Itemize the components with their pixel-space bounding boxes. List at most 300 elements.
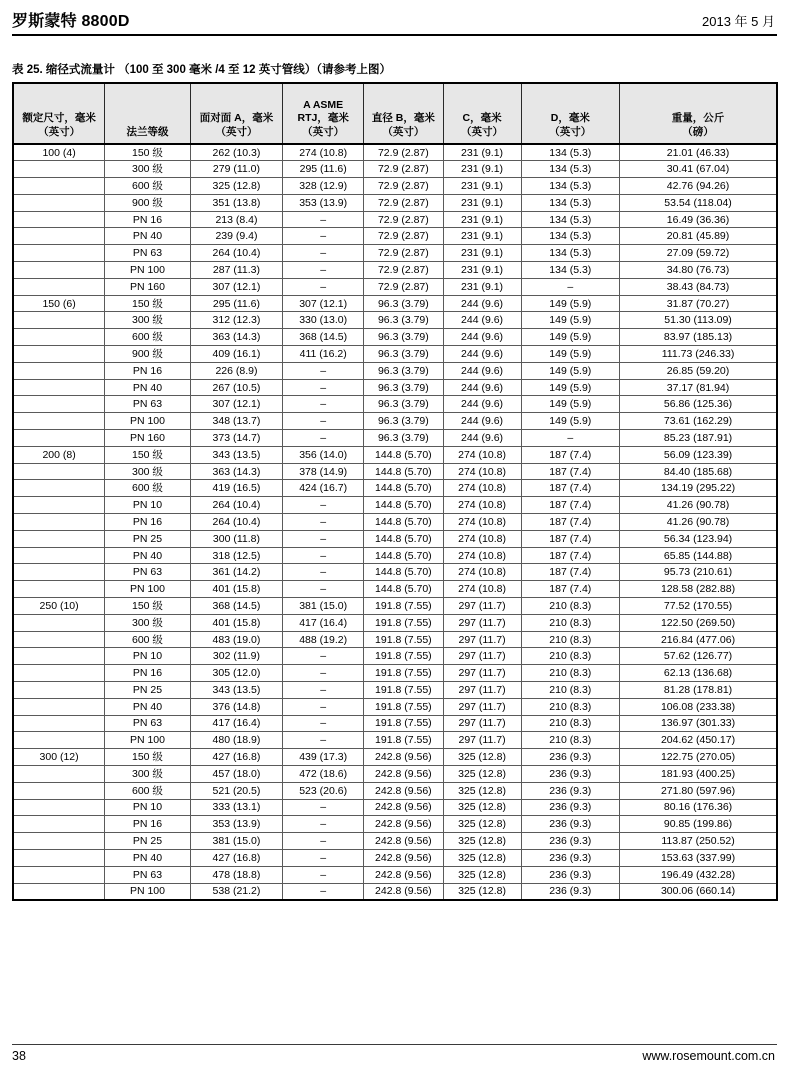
data-cell: 381 (15.0) (283, 598, 364, 615)
size-cell (13, 161, 105, 178)
data-cell: 325 (12.8) (443, 866, 521, 883)
data-cell: 318 (12.5) (190, 547, 282, 564)
data-cell: 134 (5.3) (521, 228, 620, 245)
data-cell: 77.52 (170.55) (620, 598, 777, 615)
data-cell: 307 (12.1) (190, 278, 282, 295)
data-cell: 85.23 (187.91) (620, 430, 777, 447)
data-cell: – (283, 849, 364, 866)
table-row (13, 749, 777, 766)
table-row (13, 732, 777, 749)
data-cell: 72.9 (2.87) (364, 194, 443, 211)
table-row (13, 799, 777, 816)
size-cell (13, 547, 105, 564)
data-cell: 381 (15.0) (190, 833, 282, 850)
data-cell: 84.40 (185.68) (620, 463, 777, 480)
data-cell: 144.8 (5.70) (364, 547, 443, 564)
table-row (13, 312, 777, 329)
data-cell: 419 (16.5) (190, 480, 282, 497)
data-cell: 600 级 (105, 782, 191, 799)
data-cell: 210 (8.3) (521, 698, 620, 715)
data-cell: 401 (15.8) (190, 581, 282, 598)
data-cell: 236 (9.3) (521, 816, 620, 833)
data-cell: 134 (5.3) (521, 245, 620, 262)
table-row (13, 530, 777, 547)
data-cell: 187 (7.4) (521, 480, 620, 497)
data-cell: 239 (9.4) (190, 228, 282, 245)
page-number: 38 (12, 1049, 26, 1063)
data-cell: 343 (13.5) (190, 446, 282, 463)
data-cell: 187 (7.4) (521, 446, 620, 463)
data-cell: PN 16 (105, 362, 191, 379)
data-cell: 210 (8.3) (521, 631, 620, 648)
data-cell: – (283, 648, 364, 665)
data-cell: 96.3 (3.79) (364, 430, 443, 447)
data-cell: PN 63 (105, 396, 191, 413)
data-cell: 312 (12.3) (190, 312, 282, 329)
data-cell: 95.73 (210.61) (620, 564, 777, 581)
data-cell: 231 (9.1) (443, 228, 521, 245)
data-cell: PN 16 (105, 816, 191, 833)
data-cell: 210 (8.3) (521, 648, 620, 665)
table-row (13, 144, 777, 161)
size-cell (13, 178, 105, 195)
data-cell: 351 (13.8) (190, 194, 282, 211)
size-cell (13, 396, 105, 413)
data-cell: 300 级 (105, 463, 191, 480)
flowmeter-dimensions-table (12, 82, 778, 901)
data-cell: 134 (5.3) (521, 161, 620, 178)
data-cell: PN 25 (105, 682, 191, 699)
data-cell: 210 (8.3) (521, 665, 620, 682)
data-cell: – (283, 362, 364, 379)
data-cell: 96.3 (3.79) (364, 379, 443, 396)
footer-divider (12, 1044, 777, 1045)
data-cell: 236 (9.3) (521, 782, 620, 799)
data-cell: 213 (8.4) (190, 211, 282, 228)
data-cell: 149 (5.9) (521, 362, 620, 379)
data-cell: 236 (9.3) (521, 849, 620, 866)
size-cell (13, 530, 105, 547)
data-cell: 72.9 (2.87) (364, 178, 443, 195)
data-cell: 242.8 (9.56) (364, 765, 443, 782)
data-cell: 427 (16.8) (190, 749, 282, 766)
data-cell: 279 (11.0) (190, 161, 282, 178)
data-cell: 295 (11.6) (190, 295, 282, 312)
data-cell: 297 (11.7) (443, 614, 521, 631)
data-cell: 96.3 (3.79) (364, 413, 443, 430)
data-cell: 191.8 (7.55) (364, 614, 443, 631)
size-cell: 200 (8) (13, 446, 105, 463)
data-cell: – (283, 547, 364, 564)
size-cell (13, 816, 105, 833)
data-cell: 187 (7.4) (521, 581, 620, 598)
table-row (13, 194, 777, 211)
data-cell: PN 16 (105, 211, 191, 228)
data-cell: 274 (10.8) (443, 463, 521, 480)
table-header (13, 83, 777, 144)
data-cell: 231 (9.1) (443, 144, 521, 161)
table-row (13, 262, 777, 279)
data-cell: 231 (9.1) (443, 245, 521, 262)
size-cell (13, 849, 105, 866)
data-cell: 187 (7.4) (521, 514, 620, 531)
data-cell: 600 级 (105, 480, 191, 497)
data-cell: 297 (11.7) (443, 631, 521, 648)
table-row (13, 883, 777, 900)
data-cell: 231 (9.1) (443, 262, 521, 279)
data-cell: 439 (17.3) (283, 749, 364, 766)
data-cell: – (283, 228, 364, 245)
data-cell: – (521, 278, 620, 295)
data-cell: 274 (10.8) (443, 547, 521, 564)
data-cell: 600 级 (105, 631, 191, 648)
size-cell (13, 362, 105, 379)
size-cell (13, 312, 105, 329)
data-cell: 305 (12.0) (190, 665, 282, 682)
data-cell: 417 (16.4) (283, 614, 364, 631)
table-row (13, 245, 777, 262)
data-cell: PN 63 (105, 866, 191, 883)
data-cell: 72.9 (2.87) (364, 245, 443, 262)
size-cell (13, 245, 105, 262)
data-cell: 521 (20.5) (190, 782, 282, 799)
data-cell: PN 10 (105, 497, 191, 514)
data-cell: 325 (12.8) (443, 816, 521, 833)
data-cell: 210 (8.3) (521, 682, 620, 699)
table-row (13, 631, 777, 648)
data-cell: 325 (12.8) (443, 782, 521, 799)
data-cell: – (283, 698, 364, 715)
data-cell: 242.8 (9.56) (364, 883, 443, 900)
data-cell: 56.86 (125.36) (620, 396, 777, 413)
data-cell: 191.8 (7.55) (364, 715, 443, 732)
data-cell: 300 级 (105, 614, 191, 631)
data-cell: PN 16 (105, 665, 191, 682)
data-cell: 96.3 (3.79) (364, 396, 443, 413)
data-cell: 325 (12.8) (190, 178, 282, 195)
data-cell: – (283, 682, 364, 699)
data-cell: 134.19 (295.22) (620, 480, 777, 497)
table-row (13, 211, 777, 228)
data-cell: 216.84 (477.06) (620, 631, 777, 648)
data-cell: 210 (8.3) (521, 715, 620, 732)
data-cell: PN 10 (105, 648, 191, 665)
data-cell: 236 (9.3) (521, 883, 620, 900)
data-cell: – (283, 396, 364, 413)
size-cell (13, 799, 105, 816)
data-cell: 134 (5.3) (521, 262, 620, 279)
data-cell: 333 (13.1) (190, 799, 282, 816)
table-row (13, 480, 777, 497)
data-cell: PN 63 (105, 715, 191, 732)
table-row (13, 514, 777, 531)
data-cell: PN 40 (105, 849, 191, 866)
data-cell: – (283, 497, 364, 514)
data-cell: 900 级 (105, 346, 191, 363)
data-cell: PN 40 (105, 379, 191, 396)
size-cell (13, 698, 105, 715)
size-cell (13, 782, 105, 799)
data-cell: 325 (12.8) (443, 883, 521, 900)
data-cell: 150 级 (105, 295, 191, 312)
data-cell: 297 (11.7) (443, 665, 521, 682)
size-cell (13, 228, 105, 245)
data-cell: – (283, 278, 364, 295)
data-cell: 150 级 (105, 749, 191, 766)
size-cell (13, 480, 105, 497)
data-cell: 122.50 (269.50) (620, 614, 777, 631)
size-cell (13, 564, 105, 581)
data-cell: 297 (11.7) (443, 648, 521, 665)
data-cell: 297 (11.7) (443, 682, 521, 699)
data-cell: 274 (10.8) (443, 514, 521, 531)
data-cell: 72.9 (2.87) (364, 161, 443, 178)
data-cell: 90.85 (199.86) (620, 816, 777, 833)
data-cell: 236 (9.3) (521, 749, 620, 766)
data-cell: 210 (8.3) (521, 614, 620, 631)
data-cell: 20.81 (45.89) (620, 228, 777, 245)
table-row (13, 463, 777, 480)
data-cell: 300 (11.8) (190, 530, 282, 547)
data-cell: 210 (8.3) (521, 598, 620, 615)
column-header-5: C，毫米 （英寸） (443, 83, 521, 144)
data-cell: 72.9 (2.87) (364, 262, 443, 279)
data-cell: 244 (9.6) (443, 396, 521, 413)
data-cell: – (283, 833, 364, 850)
size-cell (13, 346, 105, 363)
size-cell (13, 648, 105, 665)
table-row (13, 698, 777, 715)
data-cell: 325 (12.8) (443, 833, 521, 850)
data-cell: 149 (5.9) (521, 295, 620, 312)
data-cell: 144.8 (5.70) (364, 530, 443, 547)
data-cell: 149 (5.9) (521, 346, 620, 363)
table-body (13, 144, 777, 900)
column-header-2: 面对面 A，毫米 （英寸） (190, 83, 282, 144)
data-cell: 134 (5.3) (521, 144, 620, 161)
data-cell: 328 (12.9) (283, 178, 364, 195)
data-cell: 424 (16.7) (283, 480, 364, 497)
data-cell: 236 (9.3) (521, 833, 620, 850)
data-cell: 81.28 (178.81) (620, 682, 777, 699)
data-cell: 191.8 (7.55) (364, 682, 443, 699)
data-cell: 274 (10.8) (443, 564, 521, 581)
data-cell: 34.80 (76.73) (620, 262, 777, 279)
data-cell: 196.49 (432.28) (620, 866, 777, 883)
size-cell (13, 833, 105, 850)
data-cell: – (283, 564, 364, 581)
table-row (13, 178, 777, 195)
data-cell: 72.9 (2.87) (364, 228, 443, 245)
data-cell: PN 25 (105, 530, 191, 547)
data-cell: 231 (9.1) (443, 161, 521, 178)
header-divider (12, 34, 777, 36)
data-cell: 56.09 (123.39) (620, 446, 777, 463)
table-row (13, 329, 777, 346)
data-cell: 106.08 (233.38) (620, 698, 777, 715)
data-cell: 150 级 (105, 144, 191, 161)
data-cell: 72.9 (2.87) (364, 144, 443, 161)
data-cell: 41.26 (90.78) (620, 514, 777, 531)
size-cell (13, 278, 105, 295)
data-cell: 242.8 (9.56) (364, 849, 443, 866)
data-cell: 191.8 (7.55) (364, 732, 443, 749)
data-cell: 149 (5.9) (521, 413, 620, 430)
table-row (13, 598, 777, 615)
document-date: 2013 年 5 月 (702, 14, 775, 29)
size-cell (13, 194, 105, 211)
data-cell: 600 级 (105, 329, 191, 346)
data-cell: 264 (10.4) (190, 514, 282, 531)
data-cell: 478 (18.8) (190, 866, 282, 883)
data-cell: 300 级 (105, 161, 191, 178)
data-cell: – (283, 530, 364, 547)
data-cell: PN 100 (105, 413, 191, 430)
data-cell: 274 (10.8) (443, 581, 521, 598)
data-cell: 144.8 (5.70) (364, 497, 443, 514)
data-cell: PN 40 (105, 228, 191, 245)
data-cell: 274 (10.8) (443, 497, 521, 514)
table-row (13, 295, 777, 312)
data-cell: 361 (14.2) (190, 564, 282, 581)
data-cell: 210 (8.3) (521, 732, 620, 749)
data-cell: – (283, 514, 364, 531)
data-cell: – (283, 665, 364, 682)
data-cell: 56.34 (123.94) (620, 530, 777, 547)
table-row (13, 497, 777, 514)
data-cell: PN 100 (105, 732, 191, 749)
data-cell: 483 (19.0) (190, 631, 282, 648)
data-cell: 144.8 (5.70) (364, 446, 443, 463)
data-cell: 53.54 (118.04) (620, 194, 777, 211)
data-cell: 96.3 (3.79) (364, 295, 443, 312)
data-cell: 343 (13.5) (190, 682, 282, 699)
data-cell: 41.26 (90.78) (620, 497, 777, 514)
website-link[interactable]: www.rosemount.com.cn (642, 1049, 775, 1063)
data-cell: 42.76 (94.26) (620, 178, 777, 195)
data-cell: 378 (14.9) (283, 463, 364, 480)
data-cell: 31.87 (70.27) (620, 295, 777, 312)
data-cell: 244 (9.6) (443, 362, 521, 379)
data-cell: PN 10 (105, 799, 191, 816)
table-row (13, 228, 777, 245)
table-row (13, 161, 777, 178)
data-cell: 96.3 (3.79) (364, 312, 443, 329)
data-cell: 242.8 (9.56) (364, 866, 443, 883)
data-cell: PN 40 (105, 698, 191, 715)
data-cell: – (521, 430, 620, 447)
data-cell: 21.01 (46.33) (620, 144, 777, 161)
data-cell: 376 (14.8) (190, 698, 282, 715)
data-cell: 242.8 (9.56) (364, 833, 443, 850)
data-cell: – (283, 581, 364, 598)
data-cell: PN 100 (105, 581, 191, 598)
data-cell: 325 (12.8) (443, 749, 521, 766)
table-row (13, 362, 777, 379)
size-cell: 250 (10) (13, 598, 105, 615)
data-cell: 37.17 (81.94) (620, 379, 777, 396)
data-cell: PN 160 (105, 430, 191, 447)
data-cell: – (283, 799, 364, 816)
column-header-0: 额定尺寸，毫米 （英寸） (13, 83, 105, 144)
data-cell: 287 (11.3) (190, 262, 282, 279)
data-cell: 411 (16.2) (283, 346, 364, 363)
data-cell: 295 (11.6) (283, 161, 364, 178)
table-row (13, 833, 777, 850)
data-cell: 900 级 (105, 194, 191, 211)
data-cell: 297 (11.7) (443, 732, 521, 749)
data-cell: 409 (16.1) (190, 346, 282, 363)
column-header-6: D，毫米 （英寸） (521, 83, 620, 144)
data-cell: – (283, 262, 364, 279)
data-cell: 96.3 (3.79) (364, 362, 443, 379)
data-cell: 231 (9.1) (443, 194, 521, 211)
data-cell: 297 (11.7) (443, 715, 521, 732)
data-cell: – (283, 715, 364, 732)
data-cell: 72.9 (2.87) (364, 278, 443, 295)
data-cell: 96.3 (3.79) (364, 346, 443, 363)
data-cell: 204.62 (450.17) (620, 732, 777, 749)
data-cell: – (283, 866, 364, 883)
table-caption: 表 25. 缩径式流量计 （100 至 300 毫米 /4 至 12 英寸管线）（请参考上图） (12, 64, 391, 76)
data-cell: PN 160 (105, 278, 191, 295)
size-cell: 150 (6) (13, 295, 105, 312)
data-cell: – (283, 413, 364, 430)
data-cell: 181.93 (400.25) (620, 765, 777, 782)
size-cell (13, 514, 105, 531)
data-cell: 262 (10.3) (190, 144, 282, 161)
data-cell: 244 (9.6) (443, 295, 521, 312)
table-row (13, 413, 777, 430)
data-cell: 80.16 (176.36) (620, 799, 777, 816)
data-cell: 62.13 (136.68) (620, 665, 777, 682)
table-row (13, 430, 777, 447)
data-cell: 72.9 (2.87) (364, 211, 443, 228)
data-cell: 353 (13.9) (283, 194, 364, 211)
column-header-7: 重量，公斤 （磅） (620, 83, 777, 144)
data-cell: 144.8 (5.70) (364, 581, 443, 598)
data-cell: 134 (5.3) (521, 211, 620, 228)
data-cell: 244 (9.6) (443, 430, 521, 447)
size-cell (13, 497, 105, 514)
data-cell: 144.8 (5.70) (364, 514, 443, 531)
column-header-3: A ASME RTJ，毫米 （英寸） (283, 83, 364, 144)
data-cell: 231 (9.1) (443, 178, 521, 195)
size-cell (13, 866, 105, 883)
data-cell: – (283, 883, 364, 900)
size-cell (13, 631, 105, 648)
size-cell (13, 430, 105, 447)
data-cell: 307 (12.1) (283, 295, 364, 312)
data-cell: 26.85 (59.20) (620, 362, 777, 379)
data-cell: 187 (7.4) (521, 564, 620, 581)
size-cell (13, 715, 105, 732)
size-cell (13, 682, 105, 699)
data-cell: 96.3 (3.79) (364, 329, 443, 346)
data-cell: 363 (14.3) (190, 463, 282, 480)
data-cell: 244 (9.6) (443, 346, 521, 363)
table-row (13, 547, 777, 564)
table-row (13, 278, 777, 295)
data-cell: PN 16 (105, 514, 191, 531)
size-cell (13, 329, 105, 346)
data-cell: 231 (9.1) (443, 278, 521, 295)
column-header-4: 直径 B，毫米 （英寸） (364, 83, 443, 144)
data-cell: 274 (10.8) (443, 530, 521, 547)
size-cell (13, 413, 105, 430)
data-cell: – (283, 211, 364, 228)
table-row (13, 648, 777, 665)
